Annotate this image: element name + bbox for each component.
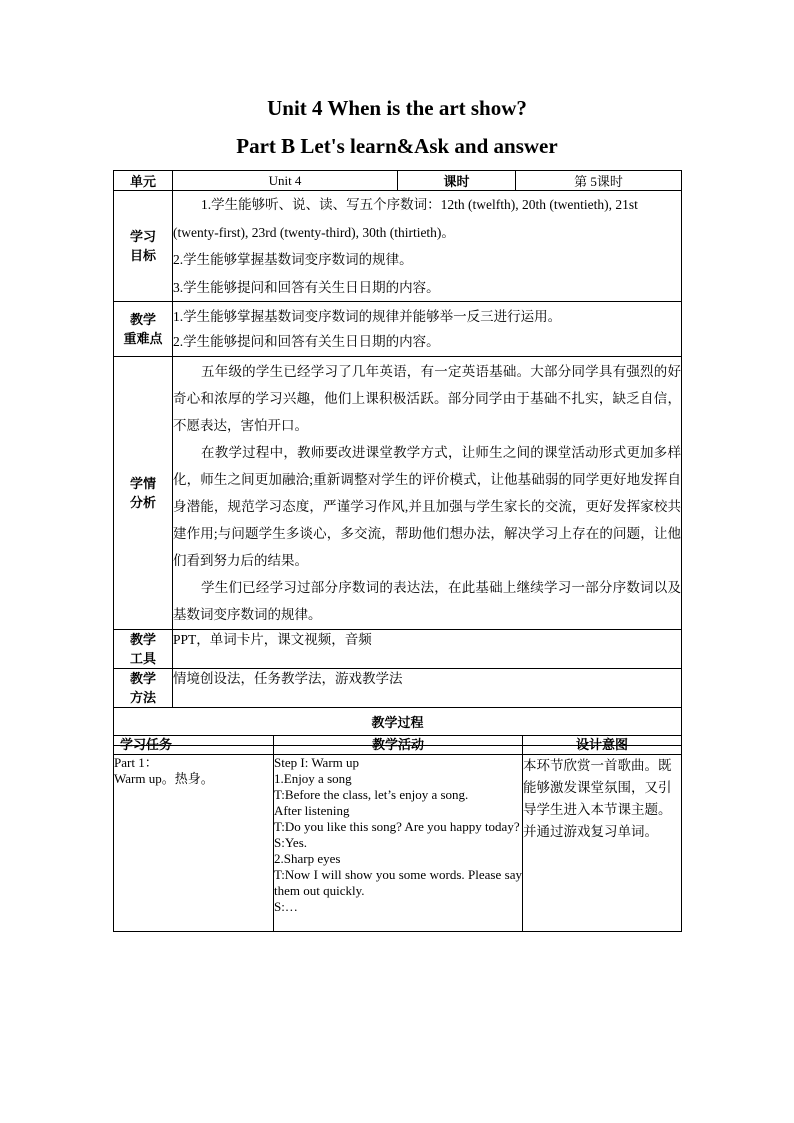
objectives-row [114,191,682,302]
analysis-paragraph: 学生们已经学习过部分序数词的表达法，在此基础上继续学习一部分序数词以及基数词变序数词的规律。 [173,580,681,622]
unit-label: 单元 [114,171,173,191]
task-header: 学习任务 [114,736,274,755]
key-point-item: 2.学生能够提问和回答有关生日日期的内容。 [173,334,440,349]
methods-content: 情境创设法，任务教学法，游戏教学法 [173,669,682,708]
analysis-label-line1: 学情 [129,476,156,491]
period-value: 第 5课时 [516,171,682,191]
process-row [114,755,682,932]
key-points-label-line1: 教学 [129,312,156,327]
activity-line: 1.Enjoy a song [274,771,352,786]
methods-row [114,669,682,708]
analysis-paragraph: 五年级的学生已经学习了几年英语，有一定英语基础。大部分同学具有强烈的好奇心和浓厚的学习兴趣，他们上课积极活跃。部分同学由于基础不扎实，缺乏自信，不愿表达，害怕开口。 [173,364,681,433]
key-points-label [114,302,173,357]
document-subtitle: Part B Let's learn&Ask and answer [236,134,558,158]
key-points-label-line2: 重难点 [123,331,163,346]
activity-cell [274,755,523,932]
objectives-label [114,191,173,302]
document-title: Unit 4 When is the art show? [267,96,527,120]
key-points-content [173,302,682,357]
activity-line: T:Now I will show you some words. Please say them out quickly. [274,867,522,898]
intent-header: 设计意图 [523,736,682,755]
activity-line: After listening [274,803,350,818]
tools-label [114,630,173,669]
objective-item: 2.学生能够掌握基数词变序数词的规律。 [173,252,413,267]
activity-header: 教学活动 [274,736,523,755]
objectives-content [173,191,682,302]
key-point-item: 1.学生能够掌握基数词变序数词的规律并能够举一反三进行运用。 [173,309,562,324]
tools-content: PPT，单词卡片，课文视频，音频 [173,630,682,669]
unit-value: Unit 4 [173,171,398,191]
methods-label [114,669,173,708]
activity-line: T:Do you like this song? Are you happy today? [274,819,520,834]
tools-row [114,630,682,669]
analysis-label [114,357,173,630]
process-heading: 教学过程 [114,708,682,746]
objective-item: 1.学生能够听、说、读、写五个序数词：12th (twelfth), 20th (twentieth), 21st (twenty-first), 23rd (twenty-third), 30th (thirtieth)。 [173,197,638,240]
methods-label-line1: 教学 [129,671,156,686]
objectives-label-line2: 目标 [129,248,156,263]
methods-label-line2: 方法 [129,690,156,705]
activity-line: S:… [274,899,298,914]
objectives-label-line1: 学习 [129,229,156,244]
analysis-row [114,357,682,630]
activity-line: T:Before the class, let’s enjoy a song. [274,787,469,802]
intent-cell: 本环节欣赏一首歌曲。既能够激发课堂氛围，又引导学生进入本节课主题。并通过游戏复习单词。 [523,755,682,932]
process-header-row [114,736,682,755]
period-label: 课时 [398,171,516,191]
task-line: Warm up。热身。 [114,771,214,786]
analysis-content [173,357,682,630]
activity-line: Step I: Warm up [274,755,360,770]
tools-label-line2: 工具 [129,651,156,666]
lesson-plan-table [113,170,682,746]
info-row [114,171,682,191]
key-points-row [114,302,682,357]
activity-line: 2.Sharp eyes [274,851,341,866]
analysis-label-line2: 分析 [129,495,156,510]
process-table [113,735,682,932]
analysis-paragraph: 在教学过程中，教师要改进课堂教学方式，让师生之间的课堂活动形式更加多样化，师生之间更加融洽;重新调整对学生的评价模式，让他基础弱的同学更好地发挥自身潜能，规范学习态度，严谨学习作风,并且加强与学生家长的交流，更好发挥家校共建作用;与问题学生多谈心，多交流，帮助他们想办法，解决学习上存在的问题，让他们看到努力后的结果。 [173,445,681,568]
objective-item: 3.学生能够提问和回答有关生日日期的内容。 [173,279,440,295]
tools-label-line1: 教学 [129,632,156,647]
activity-line: S:Yes. [274,835,308,850]
task-line: Part 1： [114,755,158,770]
task-cell [114,755,274,932]
